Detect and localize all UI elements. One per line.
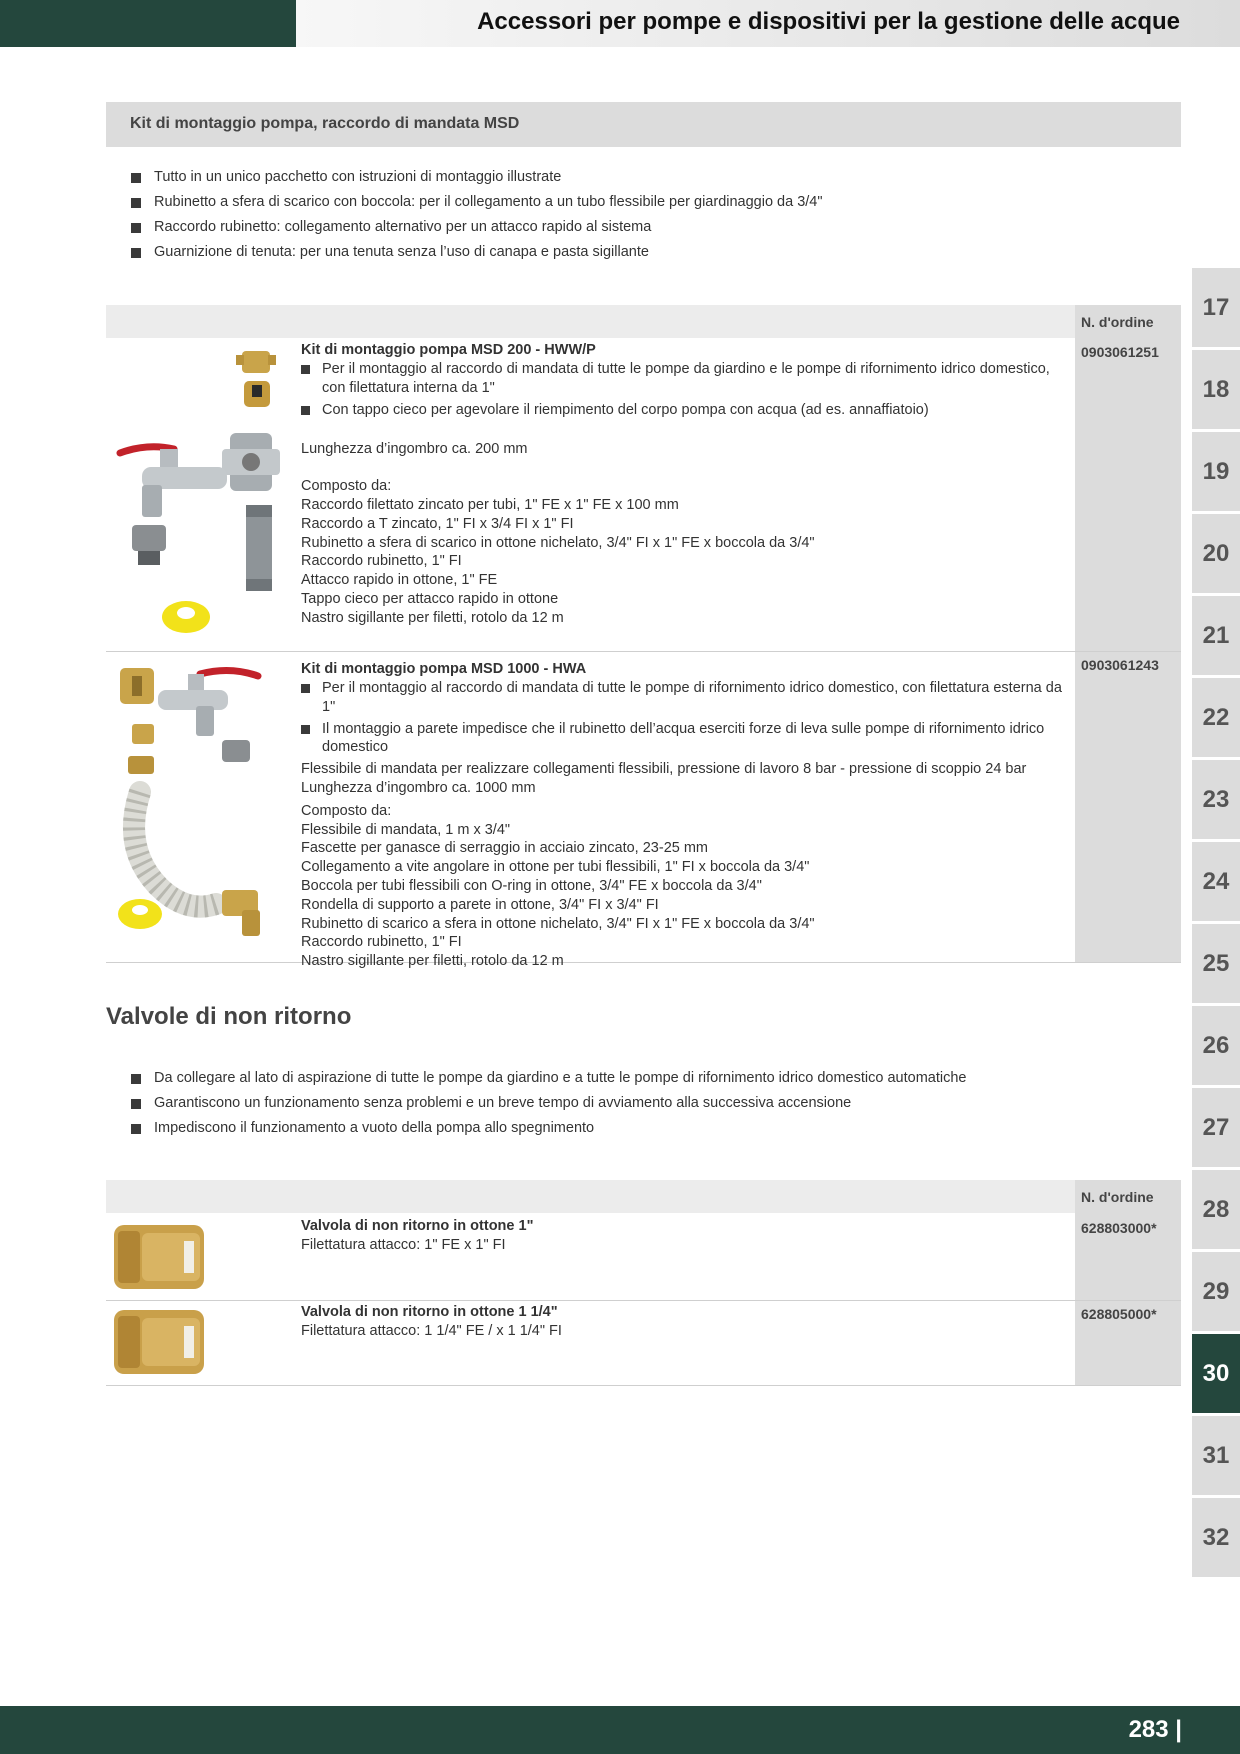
wall-bracket-icon bbox=[120, 668, 154, 704]
product-check-valve-1-1-4 bbox=[301, 1303, 1071, 1341]
bullet-square-icon bbox=[301, 406, 310, 415]
feature-list bbox=[130, 1066, 966, 1141]
page-number: 283 | bbox=[1128, 1716, 1182, 1743]
component-item: Nastro sigillante per filetti, rotolo da 12 m bbox=[301, 953, 564, 970]
ball-valve-icon bbox=[158, 670, 258, 736]
component-item: Raccordo filettato zincato per tubi, 1" FE x 1" FE x 100 mm bbox=[301, 496, 679, 513]
mounting-kit-msd1000-image bbox=[112, 658, 292, 948]
chapter-tab-31[interactable]: 31 bbox=[1192, 1416, 1240, 1495]
list-item: Da collegare al lato di aspirazione di tutte le pompe da giardino e a tutte le pompe di rifornimento idrico domestico automatiche bbox=[130, 1066, 966, 1091]
product-title: Valvola di non ritorno in ottone 1 1/4" bbox=[301, 1304, 558, 1320]
product-thread-spec: Filettatura attacco: 1 1/4" FE / x 1 1/4" FI bbox=[301, 1323, 562, 1339]
component-item: Rondella di supporto a parete in ottone, 3/4" FI x 3/4" FI bbox=[301, 896, 659, 913]
component-item: Tappo cieco per attacco rapido in ottone bbox=[301, 590, 559, 607]
chapter-tab-20[interactable]: 20 bbox=[1192, 514, 1240, 593]
check-valve-1-1-4-image bbox=[112, 1306, 206, 1378]
quick-connector-icon bbox=[236, 351, 276, 407]
hose-icon bbox=[134, 792, 216, 907]
component-item: Raccordo rubinetto, 1" FI bbox=[301, 553, 462, 570]
product-title: Kit di montaggio pompa MSD 1000 - HWA bbox=[301, 661, 587, 677]
component-item: Fascette per ganasce di serraggio in acciaio zincato, 23-25 mm bbox=[301, 840, 709, 857]
check-valve-1-image bbox=[112, 1221, 206, 1293]
bullet-square-icon bbox=[301, 365, 310, 374]
component-item: Rubinetto a sfera di scarico in ottone nichelato, 3/4" FI x 1" FE x boccola da 3/4" bbox=[301, 534, 815, 551]
component-item: Nastro sigillante per filetti, rotolo da 12 m bbox=[301, 609, 564, 626]
chapter-tab-17[interactable]: 17 bbox=[1192, 268, 1240, 347]
order-number: 628805000* bbox=[1081, 1306, 1157, 1322]
product-thread-spec: Filettatura attacco: 1" FE x 1" FI bbox=[301, 1237, 506, 1253]
order-column-header: N. d'ordine bbox=[1075, 305, 1181, 338]
list-item: Impediscono il funzionamento a vuoto della pompa allo spegnimento bbox=[130, 1116, 966, 1141]
row-divider bbox=[106, 1385, 1181, 1386]
list-item: Per il montaggio al raccordo di mandata di tutte le pompe da giardino e le pompe di rifornimento idrico domestico, con filettatura interna da 1" bbox=[301, 360, 1071, 398]
table-header bbox=[106, 1180, 1181, 1213]
page-header bbox=[0, 0, 1240, 47]
bullet-square-icon bbox=[301, 725, 310, 734]
product-msd200 bbox=[301, 341, 1071, 628]
product-title: Valvola di non ritorno in ottone 1" bbox=[301, 1218, 534, 1234]
product-msd1000 bbox=[301, 660, 1071, 971]
bullet-square-icon bbox=[131, 1074, 141, 1084]
chapter-tab-26[interactable]: 26 bbox=[1192, 1006, 1240, 1085]
component-item: Attacco rapido in ottone, 1" FE bbox=[301, 572, 498, 589]
feature-list bbox=[130, 165, 823, 265]
composition-label: Composto da: bbox=[301, 802, 392, 819]
product-length: Lunghezza d’ingombro ca. 200 mm bbox=[301, 441, 528, 458]
bullet-square-icon bbox=[131, 223, 141, 233]
chapter-tab-25[interactable]: 25 bbox=[1192, 924, 1240, 1003]
list-item: Con tappo cieco per agevolare il riempimento del corpo pompa con acqua (ad es. annaffiatoio) bbox=[301, 401, 1071, 420]
bullet-square-icon bbox=[131, 198, 141, 208]
row-divider bbox=[106, 651, 1181, 652]
page-footer bbox=[0, 1706, 1240, 1754]
list-item: Il montaggio a parete impedisce che il rubinetto dell’acqua eserciti forze di leva sulle pompe di rifornimento idrico domestico bbox=[301, 720, 1071, 758]
mounting-kit-msd200-image bbox=[112, 345, 292, 640]
component-item: Rubinetto di scarico a sfera in ottone nichelato, 3/4" FI x 1" FE x boccola da 3/4" bbox=[301, 915, 815, 932]
bullet-square-icon bbox=[301, 684, 310, 693]
chapter-tab-21[interactable]: 21 bbox=[1192, 596, 1240, 675]
order-column bbox=[1075, 1213, 1181, 1385]
chapter-tab-27[interactable]: 27 bbox=[1192, 1088, 1240, 1167]
header-accent bbox=[0, 0, 296, 47]
section-heading: Valvole di non ritorno bbox=[106, 1003, 352, 1030]
chapter-tab-23[interactable]: 23 bbox=[1192, 760, 1240, 839]
order-number: 0903061243 bbox=[1081, 657, 1159, 673]
brass-fittings-icon bbox=[128, 724, 154, 774]
product-feature-list bbox=[301, 360, 1071, 419]
tap-connector-icon bbox=[132, 525, 166, 565]
list-item: Raccordo rubinetto: collegamento alternativo per un attacco rapido al sistema bbox=[130, 215, 823, 240]
angle-connector-icon bbox=[222, 890, 260, 936]
list-item: Tutto in un unico pacchetto con istruzioni di montaggio illustrate bbox=[130, 165, 823, 190]
list-item: Garantiscono un funzionamento senza problemi e un breve tempo di avviamento alla successiva accensione bbox=[130, 1091, 966, 1116]
section-title: Kit di montaggio pompa, raccordo di mandata MSD bbox=[130, 115, 520, 132]
composition-label: Composto da: bbox=[301, 478, 392, 495]
sealing-tape-icon bbox=[162, 601, 210, 633]
bullet-square-icon bbox=[131, 173, 141, 183]
chapter-tab-28[interactable]: 28 bbox=[1192, 1170, 1240, 1249]
page-title: Accessori per pompe e dispositivi per la gestione delle acque bbox=[477, 8, 1180, 35]
chapter-tab-22[interactable]: 22 bbox=[1192, 678, 1240, 757]
table-header bbox=[106, 305, 1181, 338]
component-item: Boccola per tubi flessibili con O-ring in ottone, 3/4" FE x boccola da 3/4" bbox=[301, 877, 762, 894]
component-item: Flessibile di mandata, 1 m x 3/4" bbox=[301, 821, 511, 838]
product-hose-spec: Flessibile di mandata per realizzare collegamenti flessibili, pressione di lavoro 8 bar - pressione di scoppio 24 bar bbox=[301, 761, 1027, 778]
chapter-tab-30[interactable]: 30 bbox=[1192, 1334, 1240, 1413]
bullet-square-icon bbox=[131, 248, 141, 258]
sealing-tape-icon bbox=[118, 899, 162, 929]
order-number: 0903061251 bbox=[1081, 344, 1159, 360]
bullet-square-icon bbox=[131, 1099, 141, 1109]
chapter-tab-19[interactable]: 19 bbox=[1192, 432, 1240, 511]
component-item: Raccordo rubinetto, 1" FI bbox=[301, 934, 462, 951]
tee-fitting-icon bbox=[222, 433, 280, 491]
chapter-tab-18[interactable]: 18 bbox=[1192, 350, 1240, 429]
pipe-nipple-icon bbox=[246, 505, 272, 591]
list-item: Guarnizione di tenuta: per una tenuta senza l’uso di canapa e pasta sigillante bbox=[130, 240, 823, 265]
product-length: Lunghezza d’ingombro ca. 1000 mm bbox=[301, 779, 536, 796]
list-item: Per il montaggio al raccordo di mandata di tutte le pompe di rifornimento idrico domestico, con filettatura esterna da 1" bbox=[301, 679, 1071, 717]
component-item: Collegamento a vite angolare in ottone per tubi flessibili, 1" FI x boccola da 3/4" bbox=[301, 859, 810, 876]
order-column-header: N. d'ordine bbox=[1075, 1180, 1181, 1213]
ball-valve-icon bbox=[120, 447, 227, 517]
chapter-tab-29[interactable]: 29 bbox=[1192, 1252, 1240, 1331]
list-item: Rubinetto a sfera di scarico con boccola: per il collegamento a un tubo flessibile per giardinaggio da 3/4" bbox=[130, 190, 823, 215]
row-divider bbox=[106, 1300, 1181, 1301]
product-feature-list bbox=[301, 679, 1071, 757]
chapter-tab-32[interactable]: 32 bbox=[1192, 1498, 1240, 1577]
product-title: Kit di montaggio pompa MSD 200 - HWW/P bbox=[301, 342, 596, 358]
section-title-bar bbox=[106, 102, 1181, 147]
tap-connector-icon bbox=[222, 740, 250, 762]
chapter-tab-24[interactable]: 24 bbox=[1192, 842, 1240, 921]
bullet-square-icon bbox=[131, 1124, 141, 1134]
product-check-valve-1 bbox=[301, 1217, 1071, 1255]
order-number: 628803000* bbox=[1081, 1220, 1157, 1236]
component-item: Raccordo a T zincato, 1" FI x 3/4 FI x 1" FI bbox=[301, 515, 574, 532]
